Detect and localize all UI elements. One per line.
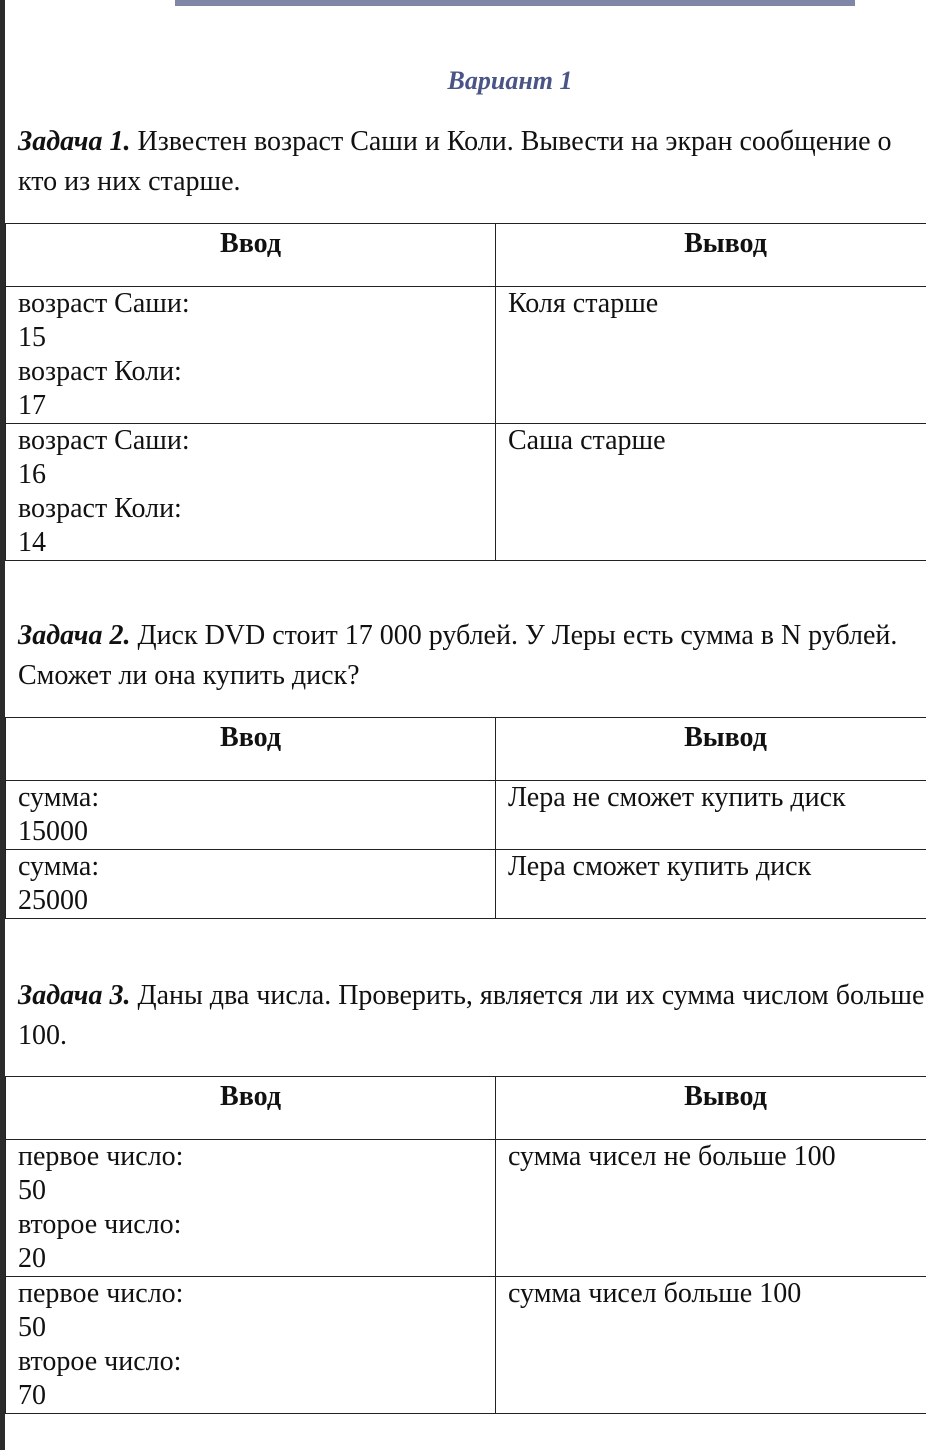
task-2-statement bbox=[18, 616, 926, 696]
input-cell bbox=[6, 850, 496, 919]
task-2-label: Задача 2. bbox=[18, 620, 131, 651]
table-row bbox=[6, 287, 926, 424]
header-input: Ввод bbox=[6, 718, 496, 781]
output-cell: Коля старше bbox=[496, 287, 926, 424]
output-cell: сумма чисел больше 100 bbox=[496, 1277, 926, 1414]
input-value: 50 bbox=[18, 1175, 46, 1206]
input-value: 70 bbox=[18, 1380, 46, 1411]
input-label: первое число: bbox=[18, 1278, 184, 1309]
input-label: возраст Саши: bbox=[18, 288, 190, 319]
input-label: второе число: bbox=[18, 1346, 182, 1377]
task-3-text-line1: Даны два числа. Проверить, является ли их сумма числом больше bbox=[130, 980, 925, 1011]
task-3-table bbox=[5, 1076, 926, 1414]
header-input: Ввод bbox=[6, 224, 496, 287]
task-1-text-line2: кто из них старше. bbox=[18, 166, 241, 197]
input-label: возраст Коли: bbox=[18, 493, 182, 524]
table-row bbox=[6, 850, 926, 919]
task-1-label: Задача 1. bbox=[18, 126, 131, 157]
task-1-statement bbox=[18, 122, 926, 202]
input-value: 15 bbox=[18, 322, 46, 353]
input-label: второе число: bbox=[18, 1209, 182, 1240]
input-value: 50 bbox=[18, 1312, 46, 1343]
table-header-row bbox=[6, 1077, 926, 1140]
task-2-text-line1: Диск DVD стоит 17 000 рублей. У Леры есть сумма в N рублей. bbox=[130, 620, 898, 651]
cropped-heading-strip bbox=[175, 0, 855, 6]
header-output: Вывод bbox=[496, 1077, 926, 1140]
input-cell bbox=[6, 1277, 496, 1414]
table-header-row bbox=[6, 224, 926, 287]
header-output: Вывод bbox=[496, 224, 926, 287]
header-input: Ввод bbox=[6, 1077, 496, 1140]
variant-title: Вариант 1 bbox=[447, 66, 573, 95]
input-value: 14 bbox=[18, 527, 46, 558]
output-cell: Саша старше bbox=[496, 424, 926, 561]
input-cell bbox=[6, 424, 496, 561]
task-1-table bbox=[5, 223, 926, 561]
input-value: 17 bbox=[18, 390, 46, 421]
input-cell bbox=[6, 1140, 496, 1277]
input-value: 16 bbox=[18, 459, 46, 490]
table-header-row bbox=[6, 718, 926, 781]
input-value: 20 bbox=[18, 1243, 46, 1274]
task-2-table bbox=[5, 717, 926, 919]
table-row bbox=[6, 1277, 926, 1414]
task-2-text-line2: Сможет ли она купить диск? bbox=[18, 660, 360, 691]
task-3-label: Задача 3. bbox=[18, 980, 131, 1011]
input-cell bbox=[6, 287, 496, 424]
input-label: возраст Коли: bbox=[18, 356, 182, 387]
task-3-text-line2: 100. bbox=[18, 1020, 67, 1051]
input-value: 25000 bbox=[18, 885, 88, 916]
table-row bbox=[6, 1140, 926, 1277]
input-label: возраст Саши: bbox=[18, 425, 190, 456]
task-3-statement bbox=[18, 976, 926, 1056]
input-label: сумма: bbox=[18, 851, 100, 882]
input-label: первое число: bbox=[18, 1141, 184, 1172]
task-1-text-line1: Известен возраст Саши и Коли. Вывести на экран сообщение о bbox=[130, 126, 892, 157]
output-cell: Лера не сможет купить диск bbox=[496, 781, 926, 850]
input-value: 15000 bbox=[18, 816, 88, 847]
output-cell: Лера сможет купить диск bbox=[496, 850, 926, 919]
output-cell: сумма чисел не больше 100 bbox=[496, 1140, 926, 1277]
input-label: сумма: bbox=[18, 782, 100, 813]
table-row bbox=[6, 781, 926, 850]
header-output: Вывод bbox=[496, 718, 926, 781]
table-row bbox=[6, 424, 926, 561]
input-cell bbox=[6, 781, 496, 850]
